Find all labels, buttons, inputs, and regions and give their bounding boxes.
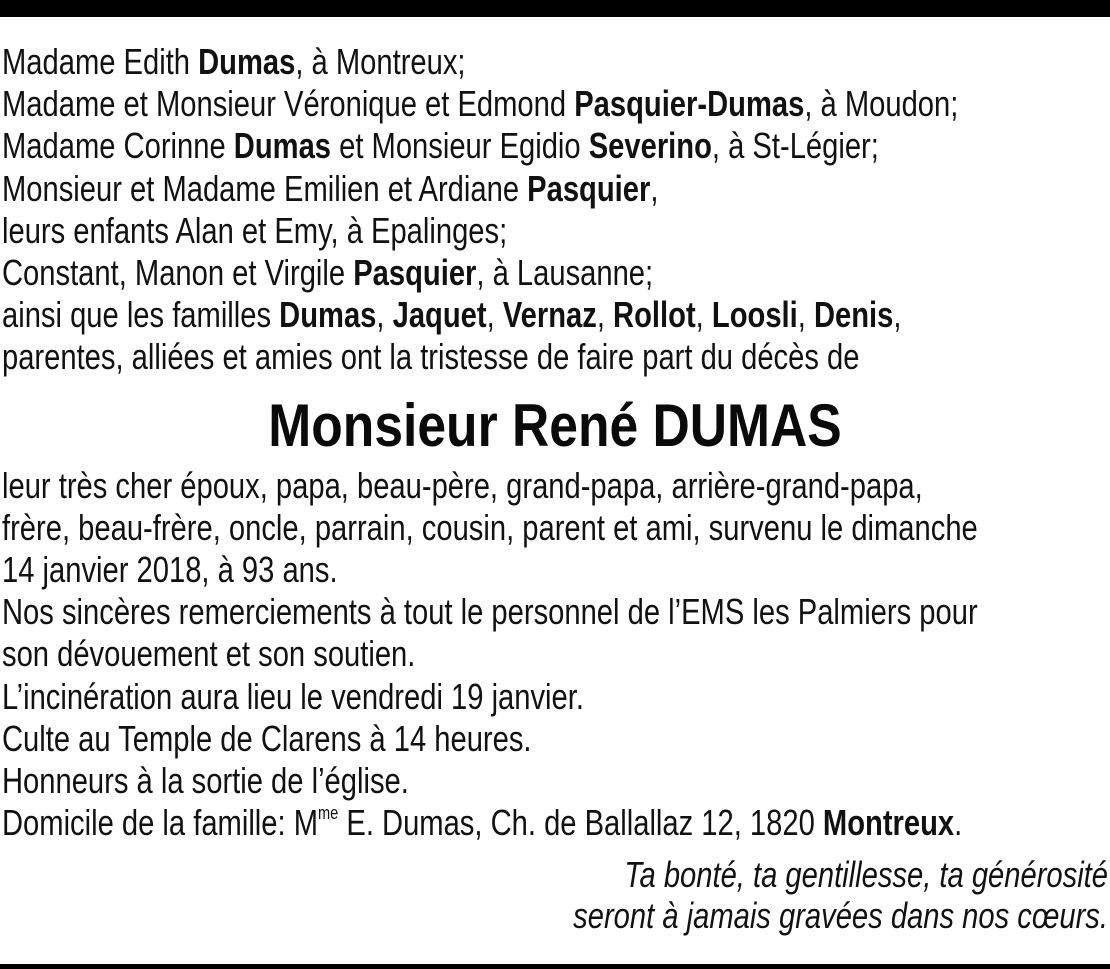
family-line: ainsi que les familles Dumas, Jaquet, Vernaz, Rollot, Loosli, Denis, bbox=[2, 294, 902, 336]
body-line: Nos sincères remerciements à tout le personnel de l’EMS les Palmiers pour bbox=[2, 591, 978, 633]
body-line: L’incinération aura lieu le vendredi 19 janvier. bbox=[2, 675, 584, 717]
closing-quote bbox=[212, 854, 1108, 936]
quote-line: seront à jamais gravées dans nos cœurs. bbox=[573, 895, 1108, 937]
body-line: 14 janvier 2018, à 93 ans. bbox=[2, 549, 338, 591]
obituary-notice bbox=[2, 41, 1108, 936]
announcement-line: parentes, alliées et amies ont la tristesse de faire part du décès de bbox=[2, 336, 860, 378]
family-list bbox=[2, 41, 1108, 379]
family-line: Constant, Manon et Virgile Pasquier, à Lausanne; bbox=[2, 252, 654, 294]
family-line: Madame Corinne Dumas et Monsieur Egidio Severino, à St-Légier; bbox=[2, 125, 879, 167]
bottom-rule bbox=[0, 964, 1110, 969]
deceased-name: Monsieur René DUMAS bbox=[268, 391, 842, 459]
quote-line: Ta bonté, ta gentillesse, ta générosité bbox=[624, 854, 1108, 896]
family-address: Domicile de la famille: $M^{me}$ E. Dumas, Ch. de Ballallaz 12, 1820 Montreux. bbox=[2, 802, 963, 844]
family-line: Madame Edith Dumas, à Montreux; bbox=[2, 41, 466, 82]
body-line: Honneurs à la sortie de l’église. bbox=[2, 760, 409, 802]
body-line: frère, beau-frère, oncle, parrain, cousin, parent et ami, survenu le dimanche bbox=[2, 506, 978, 548]
family-line: Madame et Monsieur Véronique et Edmond Pasquier-Dumas, à Moudon; bbox=[2, 83, 959, 125]
body-line: leur très cher époux, papa, beau-père, grand-papa, arrière-grand-papa, bbox=[2, 464, 923, 506]
body-line: son dévouement et son soutien. bbox=[2, 633, 416, 675]
notice-body bbox=[2, 465, 1108, 845]
family-line: Monsieur et Madame Emilien et Ardiane Pasquier, bbox=[2, 167, 659, 209]
body-line: Culte au Temple de Clarens à 14 heures. bbox=[2, 717, 532, 759]
family-line: leurs enfants Alan et Emy, à Epalinges; bbox=[2, 209, 508, 251]
top-rule bbox=[0, 0, 1110, 17]
